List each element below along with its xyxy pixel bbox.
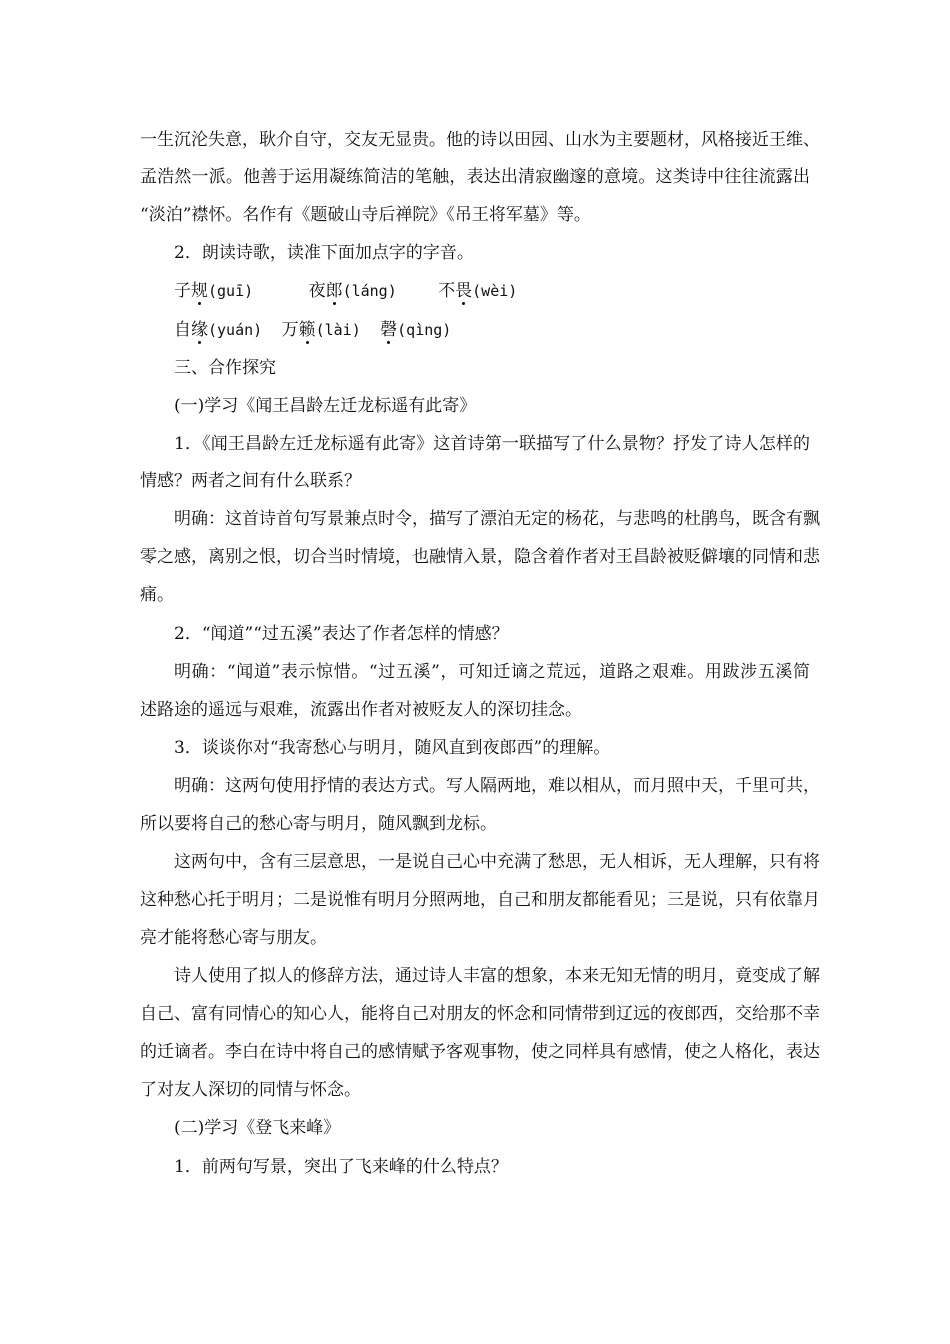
pinyin-row-1 [174, 279, 517, 303]
pinyin-char: 万 [281, 320, 299, 340]
question-1-line-2: 情感？两者之间有什么联系？ [140, 471, 361, 491]
dotted-char-wrap [299, 320, 316, 340]
pinyin-char: 自 [174, 320, 191, 340]
answer-3-line-2: 所以要将自己的愁心寄与明月，随风飘到龙标。 [140, 814, 497, 834]
pinyin-item [174, 279, 253, 303]
paragraph-2-line-2: 这种愁心托于明月；二是说惟有明月分照两地，自己和朋友都能看见；三是说，只有依靠月 [140, 890, 820, 910]
pinyin-item [309, 279, 397, 303]
answer-2-line-2: 述路途的遥远与艰难，流露出作者对被贬友人的深切挂念。 [140, 700, 582, 720]
pinyin-text: (guī) [208, 282, 254, 300]
dotted-char-wrap [191, 281, 208, 301]
pinyin-item [174, 318, 262, 342]
intro-line-3: “淡泊”襟怀。名作有《题破山寺后禅院》《吊王将军墓》等。 [140, 205, 591, 225]
section-heading: 三、合作探究 [174, 358, 276, 378]
pinyin-char: 夜 [308, 281, 326, 301]
dotted-char: 郎 [325, 281, 343, 301]
emphasis-dot [333, 302, 336, 305]
pinyin-text: (wèi) [472, 282, 518, 300]
emphasis-dot [198, 302, 201, 305]
emphasis-dot [306, 341, 309, 344]
part2-question-1: 1．前两句写景，突出了飞来峰的什么特点？ [174, 1157, 508, 1177]
reading-instruction: 2．朗读诗歌，读准下面加点字的字音。 [174, 243, 474, 263]
pinyin-text: (yuán) [208, 321, 263, 339]
answer-1-line-2: 零之感，离别之恨，切合当时情境，也融情入景，隐含着作者对王昌龄被贬僻壤的同情和悲 [140, 547, 820, 567]
pinyin-item [380, 318, 451, 342]
dotted-char-wrap [191, 320, 208, 340]
emphasis-dot [462, 302, 465, 305]
pinyin-text: (lài) [315, 321, 361, 339]
emphasis-dot [198, 341, 201, 344]
part1-heading: (一)学习《闻王昌龄左迁龙标遥有此寄》 [174, 396, 477, 416]
pinyin-text: (qìng) [397, 321, 452, 339]
dotted-char: 缘 [191, 320, 208, 340]
paragraph-3-line-2: 自己、富有同情心的知心人，能将自己对朋友的怀念和同情带到辽远的夜郎西，交给那不幸 [140, 1004, 820, 1024]
paragraph-2-line-3: 亮才能将愁心寄与朋友。 [140, 928, 327, 948]
answer-2-line-1: 明确：“闻道”表示惊惜。“过五溪”，可知迁谪之荒远，道路之艰难。用跋涉五溪简 [174, 662, 810, 682]
pinyin-item [282, 318, 361, 342]
paragraph-3-line-3: 的迁谪者。李白在诗中将自己的感情赋予客观事物，使之同样具有感情，使之人格化，表达 [140, 1042, 820, 1062]
pinyin-item [438, 279, 517, 303]
intro-line-1: 一生沉沦失意，耿介自守，交友无显贵。他的诗以田园、山水为主要题材，风格接近王维、 [140, 130, 820, 150]
question-1-line-1: 1．《闻王昌龄左迁龙标遥有此寄》这首诗第一联描写了什么景物？抒发了诗人怎样的 [174, 434, 810, 454]
answer-1-line-3: 痛。 [140, 585, 174, 605]
part2-heading: (二)学习《登飞来峰》 [174, 1118, 341, 1138]
pinyin-row-2 [174, 318, 451, 342]
pinyin-text: (láng) [342, 282, 397, 300]
dotted-char: 畏 [455, 281, 473, 301]
dotted-char-wrap [326, 281, 343, 301]
dotted-char: 规 [191, 281, 208, 301]
question-3: 3．谈谈你对“我寄愁心与明月，随风直到夜郎西”的理解。 [174, 738, 611, 758]
dotted-char: 磬 [380, 320, 398, 340]
answer-3-line-1: 明确：这两句使用抒情的表达方式。写人隔两地，难以相从，而月照中天，千里可共， [174, 776, 820, 796]
answer-1-line-1: 明确：这首诗首句写景兼点时令，描写了漂泊无定的杨花，与悲鸣的杜鹃鸟，既含有飘 [174, 509, 820, 529]
dotted-char-wrap [380, 320, 397, 340]
pinyin-char: 子 [174, 281, 191, 301]
dotted-char-wrap [455, 281, 472, 301]
paragraph-3-line-4: 了对友人深切的同情与怀念。 [140, 1080, 361, 1100]
paragraph-2-line-1: 这两句中，含有三层意思，一是说自己心中充满了愁思，无人相诉，无人理解，只有将 [174, 852, 820, 872]
pinyin-char: 不 [438, 281, 456, 301]
paragraph-3-line-1: 诗人使用了拟人的修辞方法，通过诗人丰富的想象，本来无知无情的明月，竟变成了解 [174, 966, 820, 986]
emphasis-dot [387, 341, 390, 344]
dotted-char: 籁 [298, 320, 316, 340]
question-2: 2．“闻道”“过五溪”表达了作者怎样的情感？ [174, 624, 509, 644]
intro-line-2: 孟浩然一派。他善于运用凝练简洁的笔触，表达出清寂幽邃的意境。这类诗中往往流露出 [140, 167, 810, 187]
